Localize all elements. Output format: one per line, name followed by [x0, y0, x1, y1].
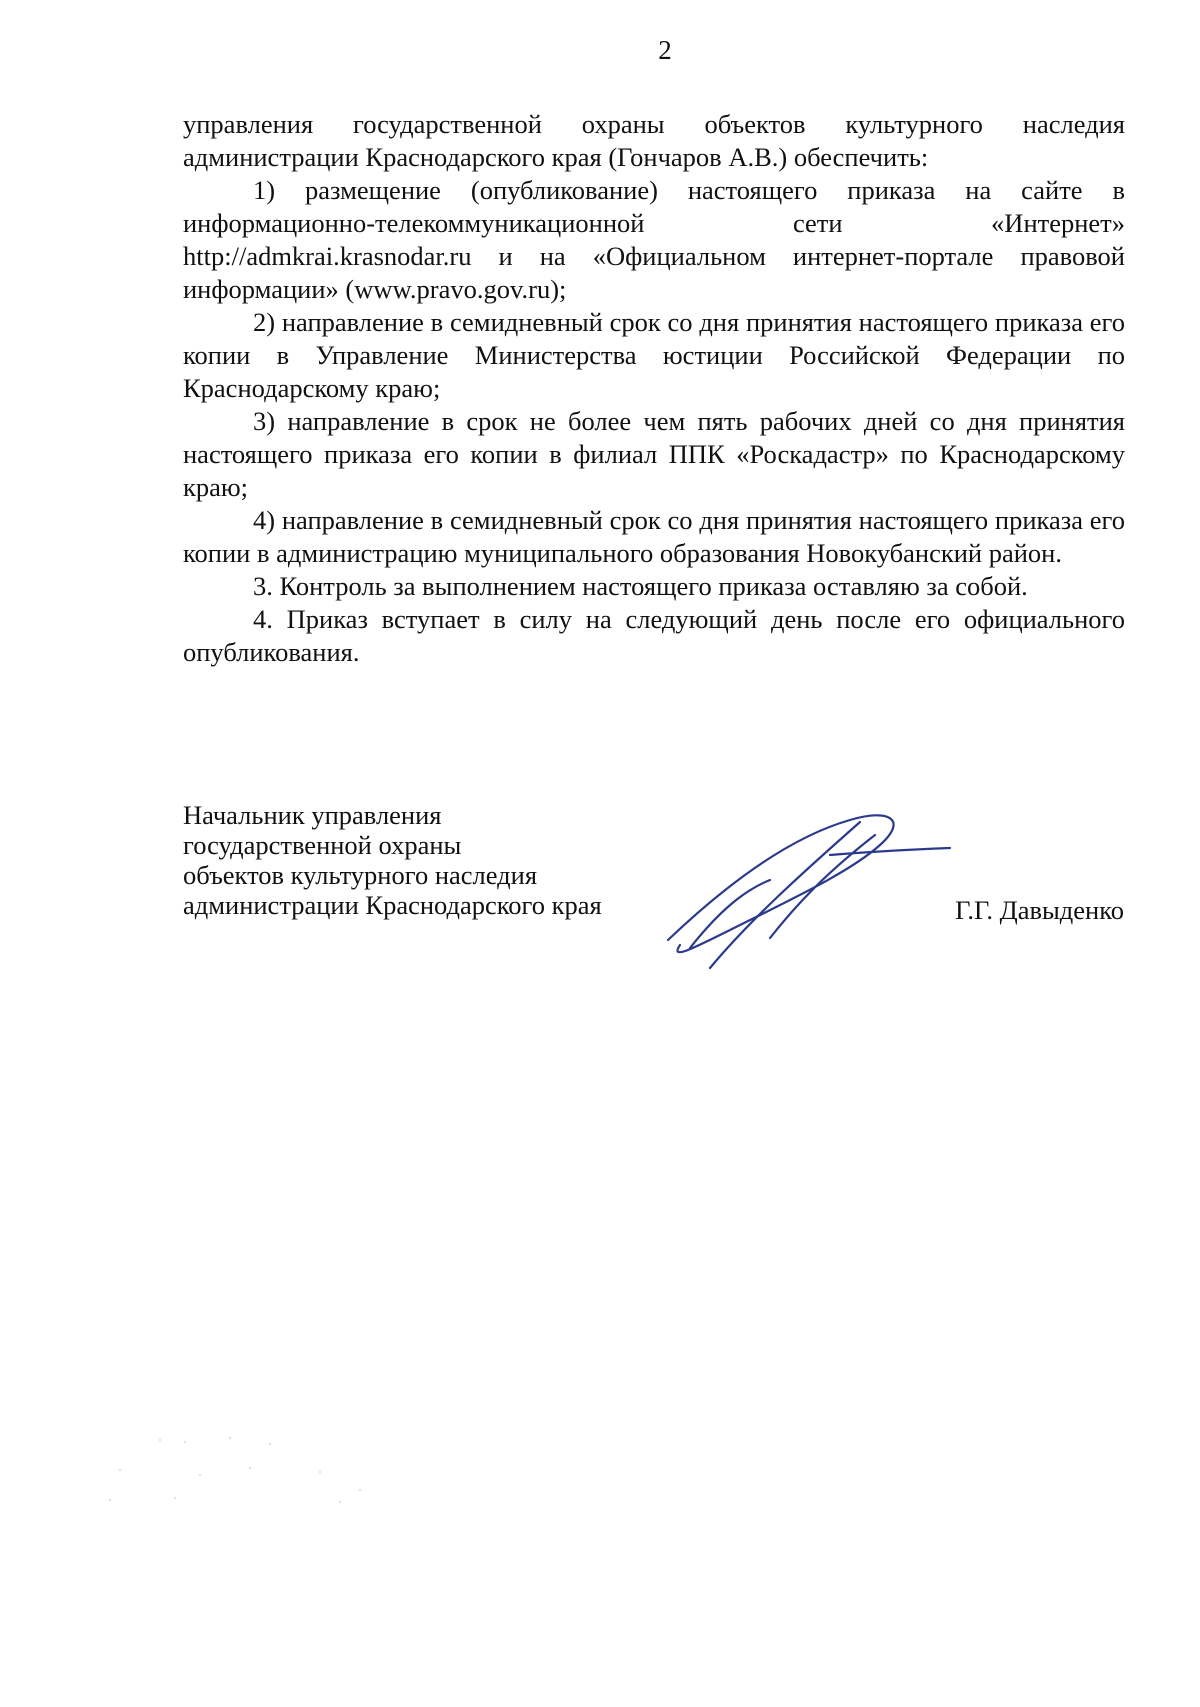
paragraph-item-4: 4) направление в семидневный срок со дня принятия настоящего приказа его копии в администрацию муниципального образования Новокубанский район.	[183, 505, 1125, 568]
paragraph-clause-3: 3. Контроль за выполнением настоящего приказа оставляю за собой.	[253, 571, 1028, 601]
handwritten-signature	[650, 800, 970, 970]
signature-stroke-loop	[668, 815, 894, 952]
page-number: 2	[658, 35, 672, 65]
signature-stroke-tail	[830, 848, 950, 855]
signatory-title-line-4: администрации Краснодарского края	[183, 890, 602, 920]
signature-stroke-left	[690, 880, 770, 948]
signature-stroke-cross	[710, 822, 860, 968]
signatory-title-line-3: объектов культурного наследия	[183, 860, 538, 890]
document-body	[183, 108, 1125, 669]
paragraph-item-3: 3) направление в срок не более чем пять рабочих дней со дня принятия настоящего приказа его копии в филиал ППК «Роскадастр» по Краснодарскому краю;	[183, 406, 1125, 502]
scan-artifact-dots	[90, 1430, 390, 1520]
paragraph-clause-4: 4. Приказ вступает в силу на следующий день после его официального опубликования.	[183, 604, 1125, 667]
signatory-title	[183, 800, 602, 920]
signatory-name: Г.Г. Давыденко	[955, 895, 1124, 925]
paragraph-item-1: 1) размещение (опубликование) настоящего приказа на сайте в информационно-телекоммуникационной сети «Интернет» http://admkrai.krasnodar.ru и на «Официальном интернет-портале правовой информации» (www.pravo.gov.ru);	[183, 175, 1125, 304]
signatory-title-line-2: государственной охраны	[183, 830, 462, 860]
signature-stroke-diagonal	[770, 835, 875, 938]
signatory-title-line-1: Начальник управления	[183, 800, 442, 830]
paragraph-item-2: 2) направление в семидневный срок со дня принятия настоящего приказа его копии в Управление Министерства юстиции Российской Федерации по Краснодарскому краю;	[183, 307, 1125, 403]
paragraph-continuation: управления государственной охраны объектов культурного наследия администрации Краснодарского края (Гончаров А.В.) обеспечить:	[183, 109, 1125, 172]
